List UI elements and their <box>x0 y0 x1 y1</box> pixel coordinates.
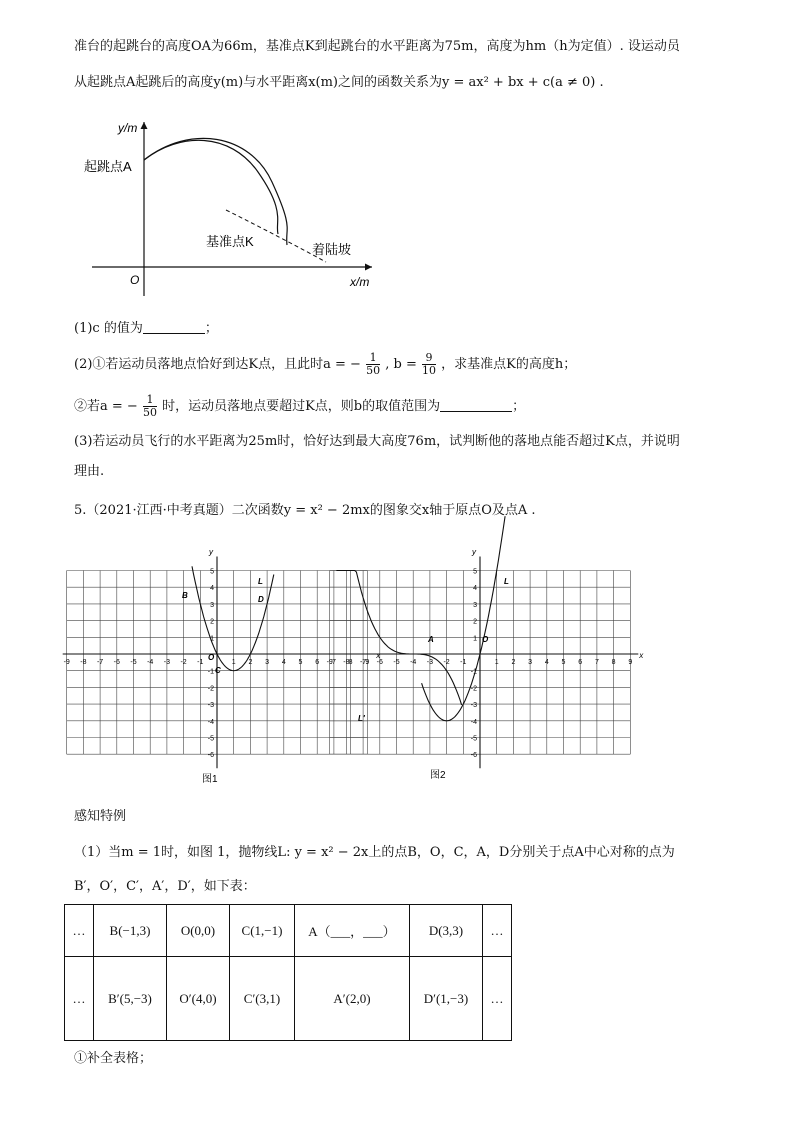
x-tick-label: 4 <box>544 659 549 666</box>
section-heading: 感知特例 <box>74 809 127 824</box>
x-tick-label: -5 <box>130 659 137 666</box>
table-cell: D(3,3) <box>410 905 483 957</box>
y-tick-label: -6 <box>470 752 477 760</box>
y-tick-label: -1 <box>470 668 477 676</box>
y-tick-label: -5 <box>207 735 214 743</box>
answer-blank <box>440 399 512 412</box>
table-cell: … <box>483 905 512 957</box>
y-tick-label: 2 <box>473 618 477 626</box>
x-tick-label: 9 <box>628 659 633 666</box>
x-tick-label: 2 <box>511 659 516 666</box>
x-axis-label: x <box>639 651 644 660</box>
question-3-line-2: 理由. <box>74 464 105 479</box>
y-tick-label: 5 <box>473 568 477 576</box>
fraction: $\frac{9}{10}$ <box>421 351 436 377</box>
trajectory-inner <box>144 140 278 234</box>
x-axis-label: x <box>376 651 381 660</box>
fraction: $\frac{1}{50}$ <box>366 351 381 377</box>
question-1: (1)c 的值为 ； <box>74 321 218 336</box>
point-label: O <box>482 635 489 644</box>
point-label: B <box>182 591 188 600</box>
table-cell: … <box>483 957 512 1041</box>
intro-line-1: 准台的起跳台的高度OA为66m，基准点K到起跳台的水平距离为75m，高度为hm（h为定值）. 设运动员 <box>74 39 680 54</box>
x-axis-label: x/m <box>350 275 370 289</box>
base-point-label: 基准点K <box>206 234 254 249</box>
y-tick-label: 4 <box>210 585 214 593</box>
x-tick-label: 3 <box>265 659 270 666</box>
x-tick-label: 7 <box>331 659 336 666</box>
x-tick-label: 6 <box>578 659 583 666</box>
x-tick-label: -1 <box>197 659 204 666</box>
figure-2 <box>326 516 645 768</box>
question-2-1: (2)①若运动员落地点恰好到达K点，且此时a = − $\frac{1}{50}$ , b = $\frac{9}{10}$ ，求基准点K的高度h； <box>74 351 577 377</box>
figure-2-caption: 图2 <box>430 770 446 781</box>
x-tick-label: -4 <box>410 659 417 666</box>
y-tick-label: -3 <box>470 702 477 710</box>
y-axis-label: y <box>472 547 476 557</box>
fraction: $\frac{1}{50}$ <box>142 393 157 419</box>
table-cell: O′(4,0) <box>167 957 230 1041</box>
x-tick-label: 2 <box>248 659 253 666</box>
y-tick-label: -2 <box>207 685 214 693</box>
y-tick-label: 1 <box>210 635 214 643</box>
y-tick-label: -1 <box>207 668 214 676</box>
x-tick-label: -1 <box>460 659 467 666</box>
point-label: L <box>258 577 263 586</box>
x-tick-label: -6 <box>113 659 120 666</box>
curve-L-prime <box>336 571 461 705</box>
x-tick-label: 7 <box>594 659 599 666</box>
y-tick-label: -2 <box>470 685 477 693</box>
point-label: C <box>215 666 221 675</box>
x-tick-label: -4 <box>147 659 154 666</box>
x-tick-label: 1 <box>494 659 499 666</box>
table-cell: B(−1,3) <box>94 905 167 957</box>
y-tick-label: -4 <box>470 718 477 726</box>
intro-line-2: 从起跳点A起跳后的高度y(m)与水平距离x(m)之间的函数关系为y = ax² + bx + c(a ≠ 0) . <box>74 75 604 90</box>
y-axis-label: y <box>209 547 213 557</box>
table-cell: D′(1,−3) <box>410 957 483 1041</box>
x-tick-label: -3 <box>163 659 171 666</box>
x-tick-label: 8 <box>348 659 353 666</box>
x-tick-label: -5 <box>393 659 400 666</box>
answer-blank <box>143 321 205 334</box>
start-point-label: 起跳点A <box>84 159 132 174</box>
table-cell: C′(3,1) <box>230 957 295 1041</box>
question-3-line-1: (3)若运动员飞行的水平距离为25m时，恰好达到最大高度76m，试判断他的落地点能否超过K点，并说明 <box>74 434 680 449</box>
y-tick-label: 2 <box>210 618 214 626</box>
point-label: A <box>428 635 434 644</box>
x-tick-label: 6 <box>315 659 320 666</box>
section-para-1: （1）当m = 1时，如图 1，抛物线L: y = x² − 2x上的点B，O，C，A，D分别关于点A中心对称的点为 <box>74 845 675 860</box>
y-tick-label: -5 <box>470 735 477 743</box>
y-tick-label: 3 <box>210 601 214 609</box>
section-para-2: B′，O′，C′，A′，D′，如下表： <box>74 879 256 894</box>
x-tick-label: 1 <box>231 659 236 666</box>
point-label: L <box>504 577 509 586</box>
y-tick-label: 4 <box>473 585 477 593</box>
table-cell: A′(2,0) <box>295 957 410 1041</box>
table-cell: C(1,−1) <box>230 905 295 957</box>
y-tick-label: -6 <box>207 752 214 760</box>
x-tick-label: 8 <box>611 659 616 666</box>
x-tick-label: -6 <box>376 659 383 666</box>
y-tick-label: 5 <box>210 568 214 576</box>
x-tick-label: 4 <box>281 659 286 666</box>
x-tick-label: -9 <box>63 659 70 666</box>
x-tick-label: -8 <box>80 659 87 666</box>
graphs <box>63 536 644 786</box>
origin-label: O <box>130 273 140 287</box>
y-tick-label: 3 <box>473 601 477 609</box>
table-cell: A（___，___） <box>295 905 410 957</box>
point-label: O <box>208 653 215 662</box>
problem-5-title: 5.（2021·江西·中考真题）二次函数y = x² − 2mx的图象交x轴于原点O及点A . <box>74 503 536 518</box>
x-tick-label: 5 <box>561 659 566 666</box>
figure-1 <box>63 548 382 769</box>
trajectory-outer <box>144 138 287 245</box>
x-tick-label: -2 <box>180 659 187 666</box>
question-2-2: ②若a = − $\frac{1}{50}$ 时，运动员落地点要超过K点，则b的取值范围为 ； <box>74 393 526 419</box>
ski-jump-figure <box>80 112 390 302</box>
y-tick-label: -4 <box>207 718 214 726</box>
table-cell: O(0,0) <box>167 905 230 957</box>
x-tick-label: -7 <box>96 659 104 666</box>
x-tick-label: -9 <box>326 659 333 666</box>
x-tick-label: 9 <box>365 659 370 666</box>
landing-slope-label: 着陆坡 <box>312 242 352 257</box>
y-axis-label: y/m <box>118 121 138 135</box>
point-label: L′ <box>358 714 365 723</box>
x-tick-label: -3 <box>426 659 434 666</box>
y-tick-label: -3 <box>207 702 214 710</box>
table-cell: … <box>65 905 94 957</box>
point-label: D <box>258 595 264 604</box>
table-row <box>65 957 512 1041</box>
y-tick-label: 1 <box>473 635 477 643</box>
footer-item-1: ①补全表格； <box>74 1051 153 1066</box>
x-tick-label: -7 <box>359 659 367 666</box>
table-cell: B′(5,−3) <box>94 957 167 1041</box>
symmetry-table <box>64 904 512 1041</box>
figure-1-caption: 图1 <box>202 774 218 785</box>
x-tick-label: -2 <box>443 659 450 666</box>
table-cell: … <box>65 957 94 1041</box>
table-row <box>65 905 512 957</box>
x-tick-label: -8 <box>343 659 350 666</box>
x-tick-label: 5 <box>298 659 303 666</box>
x-tick-label: 3 <box>528 659 533 666</box>
